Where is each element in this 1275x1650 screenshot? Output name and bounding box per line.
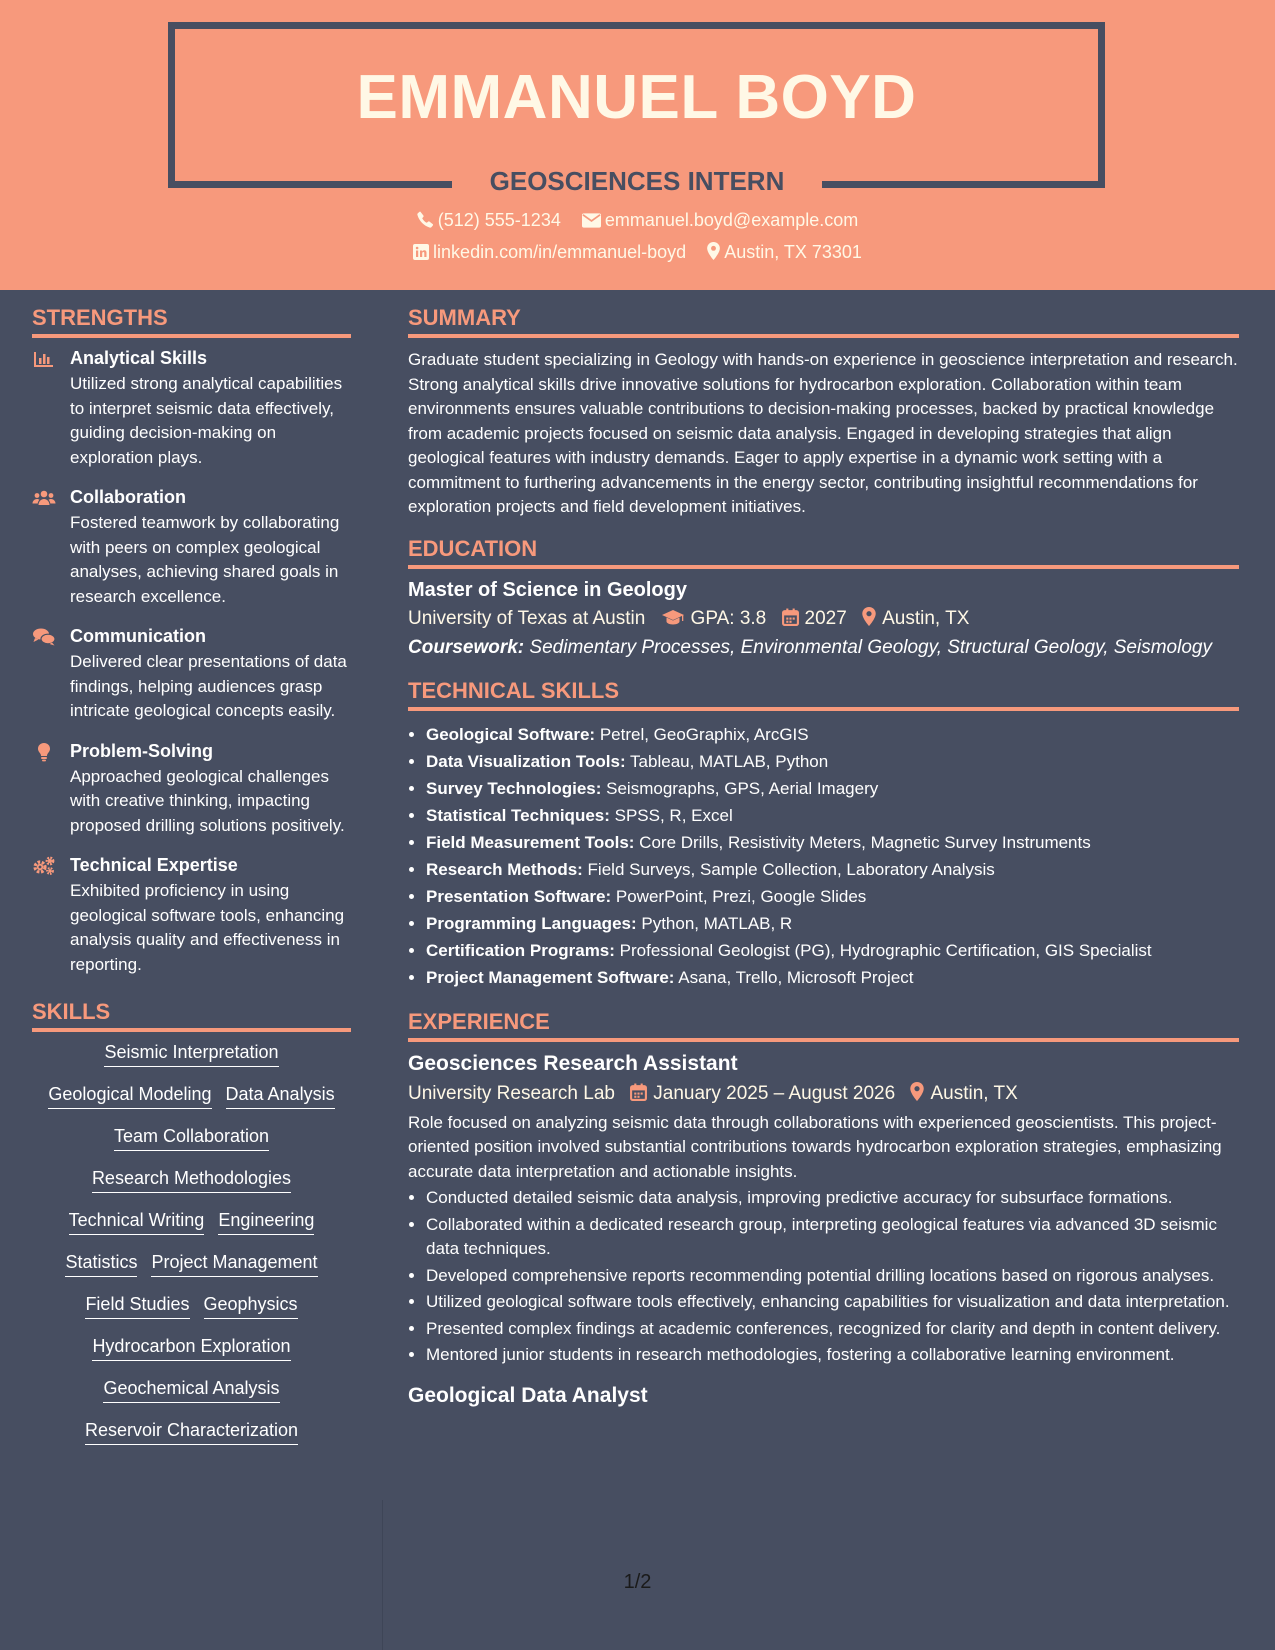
school-name: University of Texas at Austin [408, 607, 646, 629]
job-location [910, 1082, 1017, 1105]
strength-title: Communication [70, 626, 207, 646]
strength-item [32, 626, 351, 724]
skill-category: Presentation Software: [426, 886, 612, 906]
gpa-text: GPA: 3.8 [690, 607, 767, 629]
list-item: • Collaborated within a dedicated research group, interpreting geological features via advanced 3D seismic data techniques. [426, 1213, 1239, 1262]
skill-tag: Hydrocarbon Exploration [92, 1336, 290, 1361]
list-item: • Utilized geological software tools effectively, enhancing capabilities for visualization and data interpretation. [426, 1290, 1239, 1315]
linkedin-text: linkedin.com/in/emmanuel-boyd [433, 242, 687, 262]
skill-tag: Geochemical Analysis [103, 1378, 279, 1403]
skill-tag: Technical Writing [69, 1210, 205, 1235]
skill-values: SPSS, R, Excel [609, 805, 733, 825]
list-item [426, 802, 1239, 829]
job-org: University Research Lab [408, 1082, 615, 1104]
strengths-heading: STRENGTHS [32, 305, 351, 338]
list-item [426, 883, 1239, 910]
skill-category: Certification Programs: [426, 940, 615, 960]
skill-values: Python, MATLAB, R [636, 913, 793, 933]
skill-values: Petrel, GeoGraphix, ArcGIS [595, 724, 809, 744]
job-description: Role focused on analyzing seismic data through collaborations with experienced geoscientists. This project-oriented position involved substantial contributions towards hydrocarbon exploration strategies, emphasizing accurate data interpretation and actionable insights. [408, 1112, 1222, 1181]
skill-tag: Data Analysis [226, 1084, 335, 1109]
strength-desc: Approached geological challenges with creative thinking, impacting proposed drilling solutions positively. [70, 766, 345, 835]
strength-title: Technical Expertise [70, 855, 238, 875]
strength-item [32, 855, 351, 977]
job-role-title: Geological Data Analyst [408, 1383, 648, 1407]
skill-values: Professional Geologist (PG), Hydrographic Certification, GIS Specialist [614, 940, 1152, 960]
skill-category: Data Visualization Tools: [426, 751, 626, 771]
users-icon [32, 488, 56, 508]
skill-tag: Research Methodologies [92, 1168, 291, 1193]
list-item: • Mentored junior students in research methodologies, fostering a collaborative learning environment. [426, 1343, 1239, 1368]
skill-category: Research Methods: [426, 859, 583, 879]
skill-tag: Field Studies [85, 1294, 189, 1319]
location-contact [707, 242, 862, 263]
map-pin-icon [862, 607, 876, 626]
map-pin-icon [707, 242, 720, 260]
comments-icon [32, 627, 56, 647]
gpa [661, 608, 767, 630]
skill-category: Survey Technologies: [426, 778, 602, 798]
skill-tags [32, 1042, 351, 1445]
skill-tag: Team Collaboration [114, 1126, 269, 1151]
job-title: GEOSCIENCES INTERN [489, 166, 785, 196]
lightbulb-icon [32, 742, 56, 762]
summary-heading: SUMMARY [408, 305, 1239, 338]
degree-title: Master of Science in Geology [408, 578, 687, 601]
summary-text: Graduate student specializing in Geology with hands-on experience in geoscience interpretation and research. Strong analytical skills drive innovative solutions for hydrocarbon exploration. Collaboration within team environments ensures valuable contributions to decision-making processes, backed by practical knowledge from academic projects focused on seismic data analysis. Engaged in developing strategies that align geological features with industry demands. Eager to apply expertise in a dynamic work setting with a commitment to furthering advancements in the energy sector, contributing insightful recommendations for exploration projects and field development initiatives. [408, 350, 1238, 516]
skill-category: Geological Software: [426, 724, 596, 744]
email-contact[interactable] [582, 210, 858, 231]
education-heading: EDUCATION [408, 536, 1239, 569]
linkedin-contact[interactable] [413, 242, 686, 263]
job-location-text: Austin, TX [930, 1082, 1018, 1104]
technical-skills-heading: TECHNICAL SKILLS [408, 678, 1239, 711]
calendar-icon [782, 608, 799, 626]
skill-category: Programming Languages: [426, 913, 637, 933]
location-text: Austin, TX 73301 [724, 242, 862, 262]
strength-title: Analytical Skills [70, 348, 208, 368]
year-text: 2027 [804, 607, 847, 629]
skill-values: Seismographs, GPS, Aerial Imagery [601, 778, 879, 798]
list-item [426, 748, 1239, 775]
list-item: • Presented complex findings at academic conferences, recognized for clarity and depth in content delivery. [426, 1317, 1239, 1342]
skill-tag: Geological Modeling [48, 1084, 211, 1109]
skill-tag: Reservoir Characterization [85, 1420, 298, 1445]
skill-tag: Project Management [151, 1252, 317, 1277]
strength-item [32, 487, 351, 609]
list-item: • Developed comprehensive reports recommending potential drilling locations based on rigorous analyses. [426, 1264, 1239, 1289]
envelope-icon [582, 213, 601, 228]
job-dates [630, 1083, 895, 1105]
strength-item [32, 348, 351, 470]
calendar-icon [630, 1083, 647, 1101]
skill-values: Core Drills, Resistivity Meters, Magnetic Survey Instruments [634, 832, 1091, 852]
education-meta [408, 607, 1239, 630]
list-item [426, 829, 1239, 856]
technical-skills-list [408, 721, 1239, 991]
strength-desc: Delivered clear presentations of data findings, helping audiences grasp intricate geological concepts easily. [70, 652, 347, 720]
list-item [426, 937, 1239, 964]
phone-text: (512) 555-1234 [437, 210, 561, 230]
skills-heading: SKILLS [32, 999, 351, 1032]
left-column [32, 305, 351, 1462]
edu-location [862, 607, 969, 630]
skill-values: Field Surveys, Sample Collection, Laboratory Analysis [582, 859, 995, 879]
skill-tag: Seismic Interpretation [104, 1042, 278, 1067]
candidate-name: EMMANUEL BOYD [356, 63, 917, 132]
strength-item [32, 741, 351, 839]
job-bullets [408, 1186, 1239, 1368]
skill-category: Field Measurement Tools: [426, 832, 635, 852]
strength-desc: Utilized strong analytical capabilities to interpret seismic data effectively, guiding decision-making on exploration plays. [70, 374, 343, 467]
coursework-list: Sedimentary Processes, Environmental Geology, Structural Geology, Seismology [524, 636, 1212, 658]
skill-values: PowerPoint, Prezi, Google Slides [611, 886, 867, 906]
edu-location-text: Austin, TX [882, 607, 970, 629]
header-banner [0, 0, 1275, 290]
strength-desc: Exhibited proficiency in using geological software tools, enhancing analysis quality and effectiveness in reporting. [70, 881, 345, 974]
contact-row-1 [0, 210, 1275, 231]
skill-tag: Engineering [218, 1210, 314, 1235]
frame-divider-left [168, 181, 452, 188]
skill-values: Asana, Trello, Microsoft Project [674, 967, 914, 987]
job-dates-text: January 2025 – August 2026 [653, 1082, 896, 1104]
skill-tag: Geophysics [204, 1294, 298, 1319]
contact-row-2 [0, 242, 1275, 263]
experience-heading: EXPERIENCE [408, 1009, 1239, 1042]
right-column [408, 305, 1239, 1414]
frame-divider-right [822, 181, 1105, 188]
list-item [426, 910, 1239, 937]
email-text: emmanuel.boyd@example.com [604, 210, 859, 230]
gears-icon [32, 856, 56, 876]
list-item [426, 775, 1239, 802]
job-meta [408, 1082, 1239, 1105]
skill-tag: Statistics [65, 1252, 137, 1277]
list-item [426, 721, 1239, 748]
list-item [426, 856, 1239, 883]
page-number: 1/2 [623, 1571, 652, 1593]
skill-category: Project Management Software: [426, 967, 675, 987]
phone-icon [417, 211, 434, 228]
bar-chart-icon [32, 349, 56, 369]
strength-desc: Fostered teamwork by collaborating with peers on complex geological analyses, achieving shared goals in research excellence. [70, 513, 340, 606]
job-role-title: Geosciences Research Assistant [408, 1051, 738, 1075]
coursework [408, 636, 1239, 660]
grad-year [782, 608, 847, 630]
graduation-cap-icon [661, 609, 685, 626]
phone-contact[interactable] [417, 210, 561, 231]
skill-values: Tableau, MATLAB, Python [625, 751, 829, 771]
map-pin-icon [910, 1082, 924, 1101]
linkedin-icon [413, 244, 429, 260]
list-item [426, 964, 1239, 991]
skill-category: Statistical Techniques: [426, 805, 610, 825]
strength-title: Collaboration [70, 487, 186, 507]
coursework-label: Coursework: [408, 636, 525, 658]
list-item: • Conducted detailed seismic data analysis, improving predictive accuracy for subsurface formations. [426, 1186, 1239, 1211]
strength-title: Problem-Solving [70, 740, 214, 761]
